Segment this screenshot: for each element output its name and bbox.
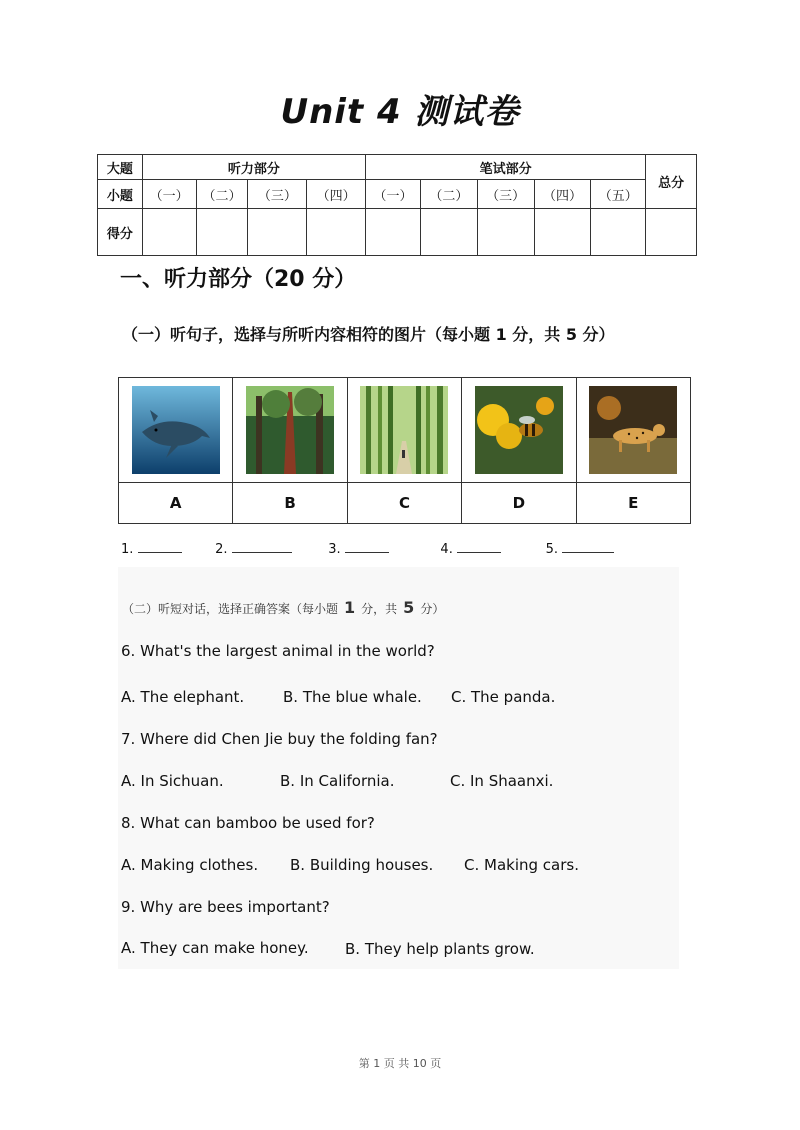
answer-blank[interactable] — [457, 540, 501, 553]
score-row-label-section: 大题 — [98, 155, 143, 180]
option[interactable]: C. In Shaanxi. — [450, 772, 554, 790]
score-item: （三） — [248, 180, 307, 209]
score-cell[interactable] — [534, 209, 591, 256]
score-cell[interactable] — [591, 209, 646, 256]
answer-blank[interactable] — [138, 540, 182, 553]
blank-number: 4. — [440, 542, 453, 557]
option[interactable]: A. They can make honey. — [121, 939, 309, 957]
option[interactable]: B. In California. — [280, 772, 395, 790]
blank-number: 1. — [121, 542, 134, 557]
score-header-total: 总分 — [646, 155, 697, 209]
blank-number: 3. — [328, 542, 341, 557]
score-item: （一） — [142, 180, 196, 209]
cheetah-photo-icon — [589, 386, 677, 474]
answer-blank[interactable] — [562, 540, 614, 553]
score-cell[interactable] — [420, 209, 477, 256]
question-6: 6. What's the largest animal in the world? — [121, 642, 435, 660]
option[interactable]: A. Making clothes. — [121, 856, 259, 874]
option[interactable]: A. In Sichuan. — [121, 772, 224, 790]
option[interactable]: B. The blue whale. — [283, 688, 422, 706]
answer-blanks-row — [121, 540, 614, 557]
option[interactable]: A. The elephant. — [121, 688, 245, 706]
page-footer: 第 1 页 共 10 页 — [358, 1057, 442, 1070]
score-header-writing: 笔试部分 — [366, 155, 646, 180]
score-cell[interactable] — [307, 209, 366, 256]
score-cell[interactable] — [196, 209, 248, 256]
answer-blank[interactable] — [232, 540, 292, 553]
blank-number: 5. — [545, 542, 558, 557]
score-item: （四） — [534, 180, 591, 209]
score-cell[interactable] — [477, 209, 534, 256]
score-cell[interactable] — [142, 209, 196, 256]
blank-number: 2. — [215, 542, 228, 557]
score-header-listening: 听力部分 — [142, 155, 365, 180]
score-item: （二） — [420, 180, 477, 209]
picture-label: D — [462, 483, 576, 524]
score-row-label-item: 小题 — [98, 180, 143, 209]
score-table — [97, 154, 697, 256]
option[interactable]: C. Making cars. — [464, 856, 579, 874]
question-8: 8. What can bamboo be used for? — [121, 814, 375, 832]
question-9: 9. Why are bees important? — [121, 898, 330, 916]
bamboo-forest-photo-icon — [360, 386, 448, 474]
answer-blank[interactable] — [345, 540, 389, 553]
page-title: Unit 4 测试卷 — [280, 92, 520, 132]
score-item: （四） — [307, 180, 366, 209]
score-item: （二） — [196, 180, 248, 209]
score-cell[interactable] — [248, 209, 307, 256]
score-item: （一） — [366, 180, 421, 209]
score-cell[interactable] — [366, 209, 421, 256]
picture-label: E — [576, 483, 690, 524]
score-row-label-score: 得分 — [98, 209, 143, 256]
picture-label: B — [233, 483, 347, 524]
option[interactable]: B. Building houses. — [290, 856, 434, 874]
option[interactable]: B. They help plants grow. — [345, 940, 535, 958]
question-7: 7. Where did Chen Jie buy the folding fan? — [121, 730, 438, 748]
score-item: （五） — [591, 180, 646, 209]
section-heading-listening: 一、听力部分（20 分） — [120, 267, 357, 292]
picture-label: C — [347, 483, 461, 524]
option[interactable]: C. The panda. — [451, 688, 556, 706]
part2-instructions: （二）听短对话，选择正确答案（每小题 1 分，共 5 分） — [122, 598, 445, 617]
picture-label: A — [119, 483, 233, 524]
picture-table — [118, 377, 691, 524]
redwood-tree-photo-icon — [246, 386, 334, 474]
part1-instructions: （一）听句子，选择与所听内容相符的图片（每小题 1 分，共 5 分） — [122, 325, 615, 344]
score-item: （三） — [477, 180, 534, 209]
bee-flower-photo-icon — [475, 386, 563, 474]
score-cell[interactable] — [646, 209, 697, 256]
whale-photo-icon — [132, 386, 220, 474]
